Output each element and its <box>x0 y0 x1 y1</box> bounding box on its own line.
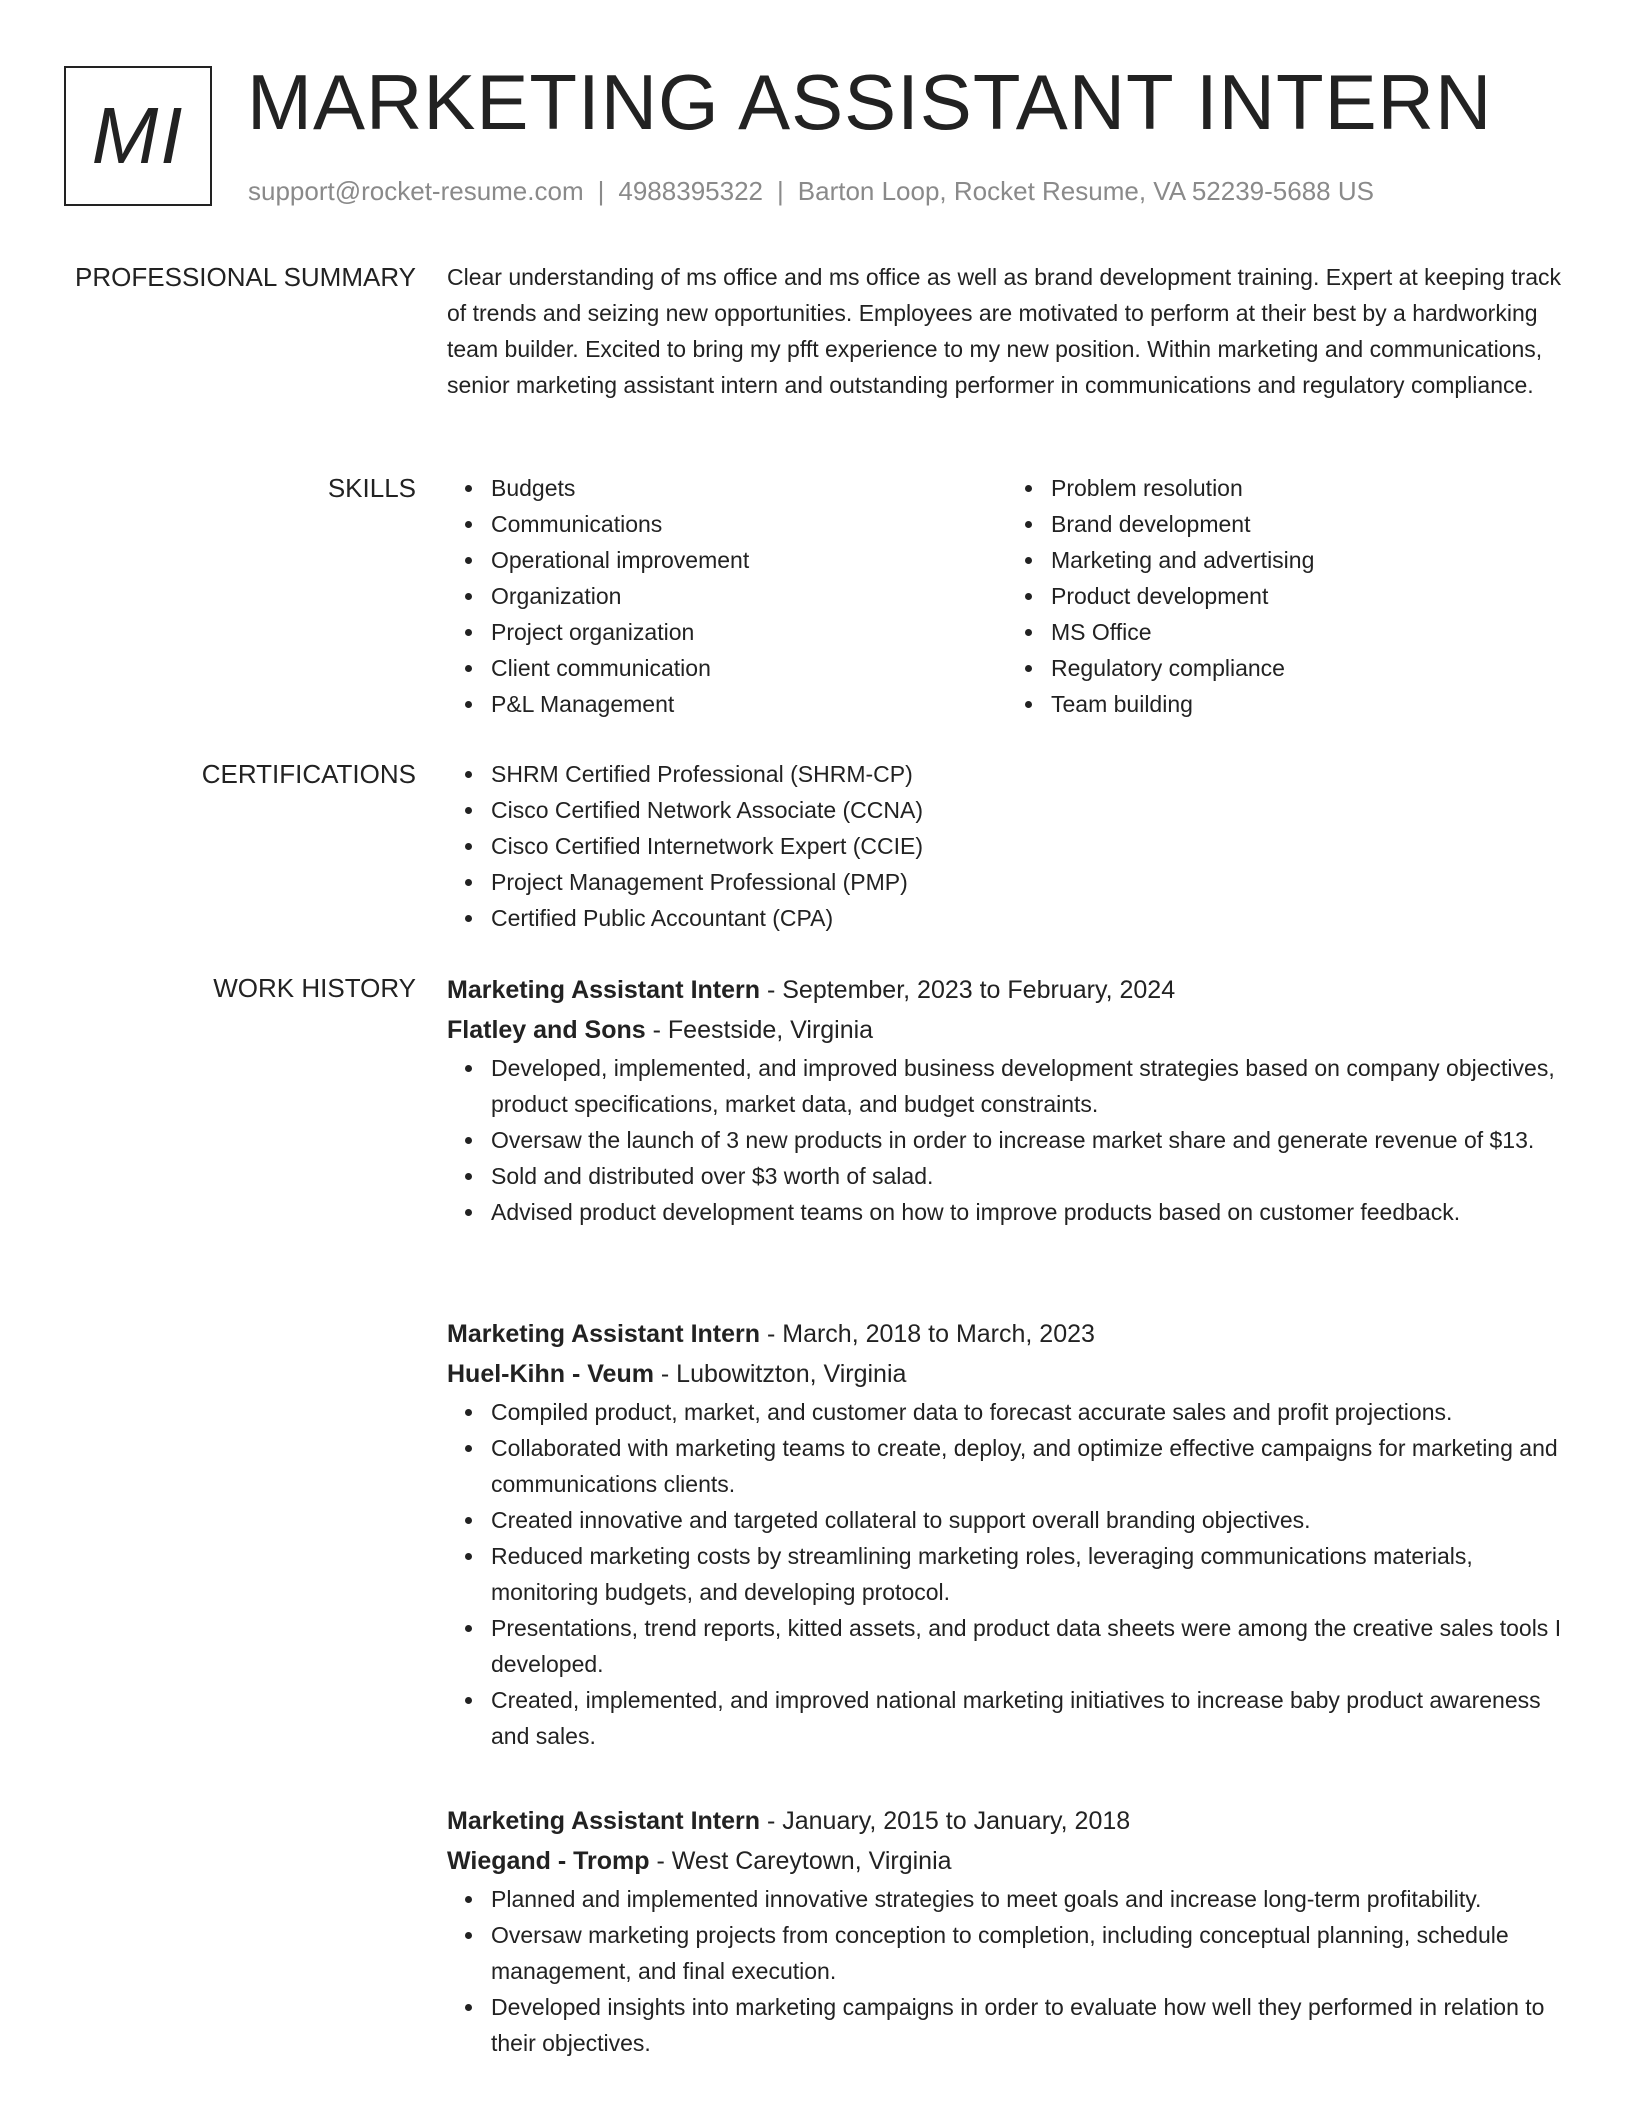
certification-item: Certified Public Accountant (CPA) <box>491 900 1567 936</box>
summary-title: PROFESSIONAL SUMMARY <box>75 262 416 292</box>
job-company: Huel-Kihn - Veum <box>447 1360 654 1388</box>
job-company-line <box>447 1010 1567 1050</box>
job-bullet: Oversaw marketing projects from conception to completion, including conceptual planning, schedule management, and final execution. <box>491 1917 1567 1989</box>
skill-item: Marketing and advertising <box>1051 542 1567 578</box>
contact-email[interactable]: support@rocket-resume.com <box>248 176 584 206</box>
job-role: Marketing Assistant Intern <box>447 1320 761 1348</box>
work-history-title: WORK HISTORY <box>213 973 416 1003</box>
job-role-line <box>447 1801 1567 1841</box>
job-body <box>447 1801 1567 2061</box>
job-dates: - September, 2023 to February, 2024 <box>760 976 1176 1004</box>
skill-item: Regulatory compliance <box>1051 650 1567 686</box>
job-bullet: Compiled product, market, and customer data to forecast accurate sales and profit projections. <box>491 1394 1567 1430</box>
skill-item: Budgets <box>491 470 1007 506</box>
job-bullet: Presentations, trend reports, kitted assets, and product data sheets were among the creative sales tools I developed. <box>491 1610 1567 1682</box>
job-dates: - January, 2015 to January, 2018 <box>760 1807 1131 1835</box>
skill-item: Client communication <box>491 650 1007 686</box>
certifications-list <box>447 756 1567 936</box>
skill-item: MS Office <box>1051 614 1567 650</box>
certification-item: Cisco Certified Network Associate (CCNA) <box>491 792 1567 828</box>
monogram-logo: MI <box>64 66 212 206</box>
contact-phone: 4988395322 <box>618 176 763 206</box>
skill-item: P&L Management <box>491 686 1007 722</box>
job-role: Marketing Assistant Intern <box>447 976 761 1004</box>
job-company: Flatley and Sons <box>447 1016 646 1044</box>
job-role-line <box>447 1314 1567 1354</box>
contact-address: Barton Loop, Rocket Resume, VA 52239-5688 US <box>797 176 1374 206</box>
skill-item: Project organization <box>491 614 1007 650</box>
job-company-line <box>447 1841 1567 1881</box>
page-title: MARKETING ASSISTANT INTERN <box>247 58 1493 146</box>
certification-item: Project Management Professional (PMP) <box>491 864 1567 900</box>
job-bullet: Created, implemented, and improved national marketing initiatives to increase baby product awareness and sales. <box>491 1682 1567 1754</box>
skills-columns <box>447 470 1567 722</box>
job-bullet: Planned and implemented innovative strategies to meet goals and increase long-term profitability. <box>491 1881 1567 1917</box>
skill-item: Brand development <box>1051 506 1567 542</box>
certifications-title: CERTIFICATIONS <box>201 759 416 789</box>
job-role: Marketing Assistant Intern <box>447 1807 761 1835</box>
job-dates: - March, 2018 to March, 2023 <box>760 1320 1095 1348</box>
job-bullet: Collaborated with marketing teams to create, deploy, and optimize effective campaigns for marketing and communications clients. <box>491 1430 1567 1502</box>
skills-list-left <box>447 470 1007 722</box>
job-location: - Feestside, Virginia <box>645 1016 874 1044</box>
job-company: Wiegand - Tromp <box>447 1847 650 1875</box>
job-location: - West Careytown, Virginia <box>649 1847 952 1875</box>
job-bullet: Reduced marketing costs by streamlining marketing roles, leveraging communications materials, monitoring budgets, and developing protocol. <box>491 1538 1567 1610</box>
job-company-line <box>447 1354 1567 1394</box>
summary-text: Clear understanding of ms office and ms office as well as brand development training. Expert at keeping track of trends and seizing new opportunities. Employees are motivated to perform at their best by a hardworking team builder. Excited to bring my pfft experience to my new position. Within marketing and communications, senior marketing assistant intern and outstanding performer in communications and regulatory compliance. <box>447 264 1561 398</box>
job-body <box>447 970 1567 1230</box>
certification-item: SHRM Certified Professional (SHRM-CP) <box>491 756 1567 792</box>
job-body <box>447 1314 1567 1754</box>
skill-item: Organization <box>491 578 1007 614</box>
job-bullet: Sold and distributed over $3 worth of salad. <box>491 1158 1567 1194</box>
job-bullet: Developed insights into marketing campaigns in order to evaluate how well they performed in relation to their objectives. <box>491 1989 1567 2061</box>
contact-separator: | <box>777 176 784 206</box>
certifications-body <box>447 756 1567 936</box>
contact-separator: | <box>597 176 605 206</box>
job-bullet: Created innovative and targeted collateral to support overall branding objectives. <box>491 1502 1567 1538</box>
job-bullet: Advised product development teams on how to improve products based on customer feedback. <box>491 1194 1567 1230</box>
skills-title: SKILLS <box>327 473 416 503</box>
job-bullet-list <box>447 1394 1567 1754</box>
skill-item: Team building <box>1051 686 1567 722</box>
skill-item: Communications <box>491 506 1007 542</box>
contact-line <box>248 174 1374 208</box>
skills-list-right <box>1007 470 1567 722</box>
job-bullet-list <box>447 1881 1567 2061</box>
skill-item: Operational improvement <box>491 542 1007 578</box>
job-bullet: Developed, implemented, and improved business development strategies based on company objectives, product specifications, market data, and budget constraints. <box>491 1050 1567 1122</box>
skill-item: Product development <box>1051 578 1567 614</box>
certification-item: Cisco Certified Internetwork Expert (CCIE) <box>491 828 1567 864</box>
job-bullet-list <box>447 1050 1567 1230</box>
skill-item: Problem resolution <box>1051 470 1567 506</box>
job-role-line <box>447 970 1567 1010</box>
job-bullet: Oversaw the launch of 3 new products in order to increase market share and generate revenue of $13. <box>491 1122 1567 1158</box>
job-location: - Lubowitzton, Virginia <box>653 1360 907 1388</box>
